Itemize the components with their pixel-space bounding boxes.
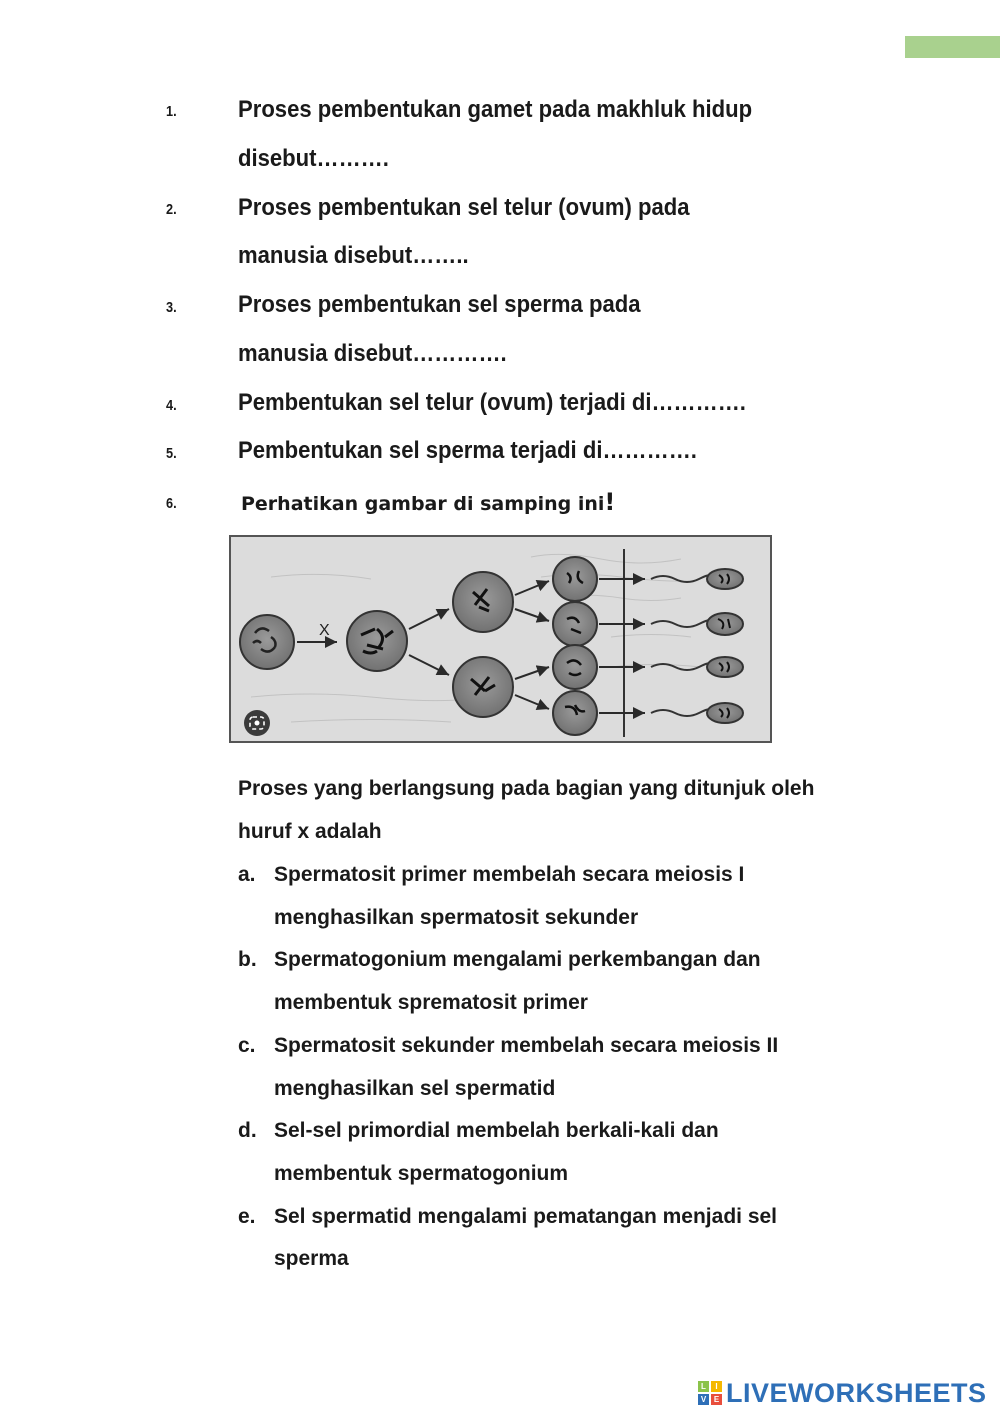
- question-stem: huruf x adalah: [238, 820, 382, 843]
- arrow: [515, 609, 549, 621]
- sperm-cell: [651, 703, 743, 723]
- arrow: [515, 667, 549, 679]
- arrow: [409, 655, 449, 675]
- diagram-canvas: [231, 537, 770, 741]
- logo-mark-letter: I: [711, 1381, 722, 1392]
- option-e-letter: e.: [238, 1205, 256, 1228]
- option-c-letter: c.: [238, 1034, 256, 1057]
- question-text: disebut……….: [238, 145, 389, 172]
- logo-mark-icon: [698, 1381, 722, 1405]
- question-text: Pembentukan sel telur (ovum) terjadi di………….: [238, 389, 746, 416]
- question-text: manusia disebut………….: [238, 340, 507, 367]
- option-b-text[interactable]: membentuk sprematosit primer: [274, 991, 588, 1014]
- option-b-text[interactable]: Spermatogonium mengalami perkembangan dan: [274, 948, 761, 971]
- question-text: [241, 488, 615, 516]
- logo-mark-letter: E: [711, 1394, 722, 1405]
- spermatid-cell: [553, 645, 597, 689]
- option-a-text[interactable]: Spermatosit primer membelah secara meiosis I: [274, 863, 745, 886]
- option-a-text[interactable]: menghasilkan spermatosit sekunder: [274, 906, 639, 929]
- question-number: 3.: [166, 299, 177, 316]
- question-text: manusia disebut……..: [238, 242, 469, 269]
- corner-tab: [905, 36, 1000, 58]
- option-a-letter: a.: [238, 863, 256, 886]
- question-text: Proses pembentukan sel sperma pada: [238, 291, 641, 318]
- exclamation-mark: !: [604, 488, 616, 516]
- arrow: [409, 609, 449, 629]
- question-number: 4.: [166, 397, 177, 414]
- spermatid-cell: [553, 602, 597, 646]
- option-c-text[interactable]: menghasilkan sel spermatid: [274, 1077, 556, 1100]
- sperm-cell: [651, 613, 743, 635]
- sperm-cell: [651, 569, 743, 589]
- arrow: [515, 695, 549, 709]
- arrow: [515, 581, 549, 595]
- question-number: 2.: [166, 201, 177, 218]
- spermatogonium-cell: [240, 615, 294, 669]
- logo-mark-letter: L: [698, 1381, 709, 1392]
- primary-spermatocyte-cell: [347, 611, 407, 671]
- question-number: 6.: [166, 495, 177, 512]
- spermatogenesis-diagram: [229, 535, 772, 743]
- question-number: 1.: [166, 103, 177, 120]
- option-d-text[interactable]: membentuk spermatogonium: [274, 1162, 569, 1185]
- question-text: Proses pembentukan gamet pada makhluk hidup: [238, 96, 753, 123]
- option-e-text[interactable]: Sel spermatid mengalami pematangan menjadi sel: [274, 1205, 778, 1228]
- option-e-text[interactable]: sperma: [274, 1247, 349, 1270]
- liveworksheets-logo[interactable]: [698, 1376, 987, 1410]
- question-text: Proses pembentukan sel telur (ovum) pada: [238, 194, 690, 221]
- option-d-letter: d.: [238, 1119, 257, 1142]
- secondary-spermatocyte-cell: [453, 572, 513, 632]
- lens-icon[interactable]: [244, 710, 270, 736]
- sperm-cell: [651, 657, 743, 677]
- question-number: 5.: [166, 445, 177, 462]
- logo-text: LIVEWORKSHEETS: [726, 1377, 987, 1408]
- secondary-spermatocyte-cell: [453, 657, 513, 717]
- spermatid-cell: [553, 557, 597, 601]
- option-c-text[interactable]: Spermatosit sekunder membelah secara meiosis II: [274, 1034, 779, 1057]
- question-6-instruction: Perhatikan gambar di samping ini: [241, 493, 605, 515]
- question-stem: Proses yang berlangsung pada bagian yang ditunjuk oleh: [238, 777, 815, 800]
- option-d-text[interactable]: Sel-sel primordial membelah berkali-kali dan: [274, 1119, 719, 1142]
- logo-mark-letter: V: [698, 1394, 709, 1405]
- arrows-to-sperm: [599, 579, 645, 713]
- spermatid-cell: [553, 691, 597, 735]
- question-text: Pembentukan sel sperma terjadi di………….: [238, 437, 697, 464]
- option-b-letter: b.: [238, 948, 257, 971]
- label-x: X: [319, 622, 330, 639]
